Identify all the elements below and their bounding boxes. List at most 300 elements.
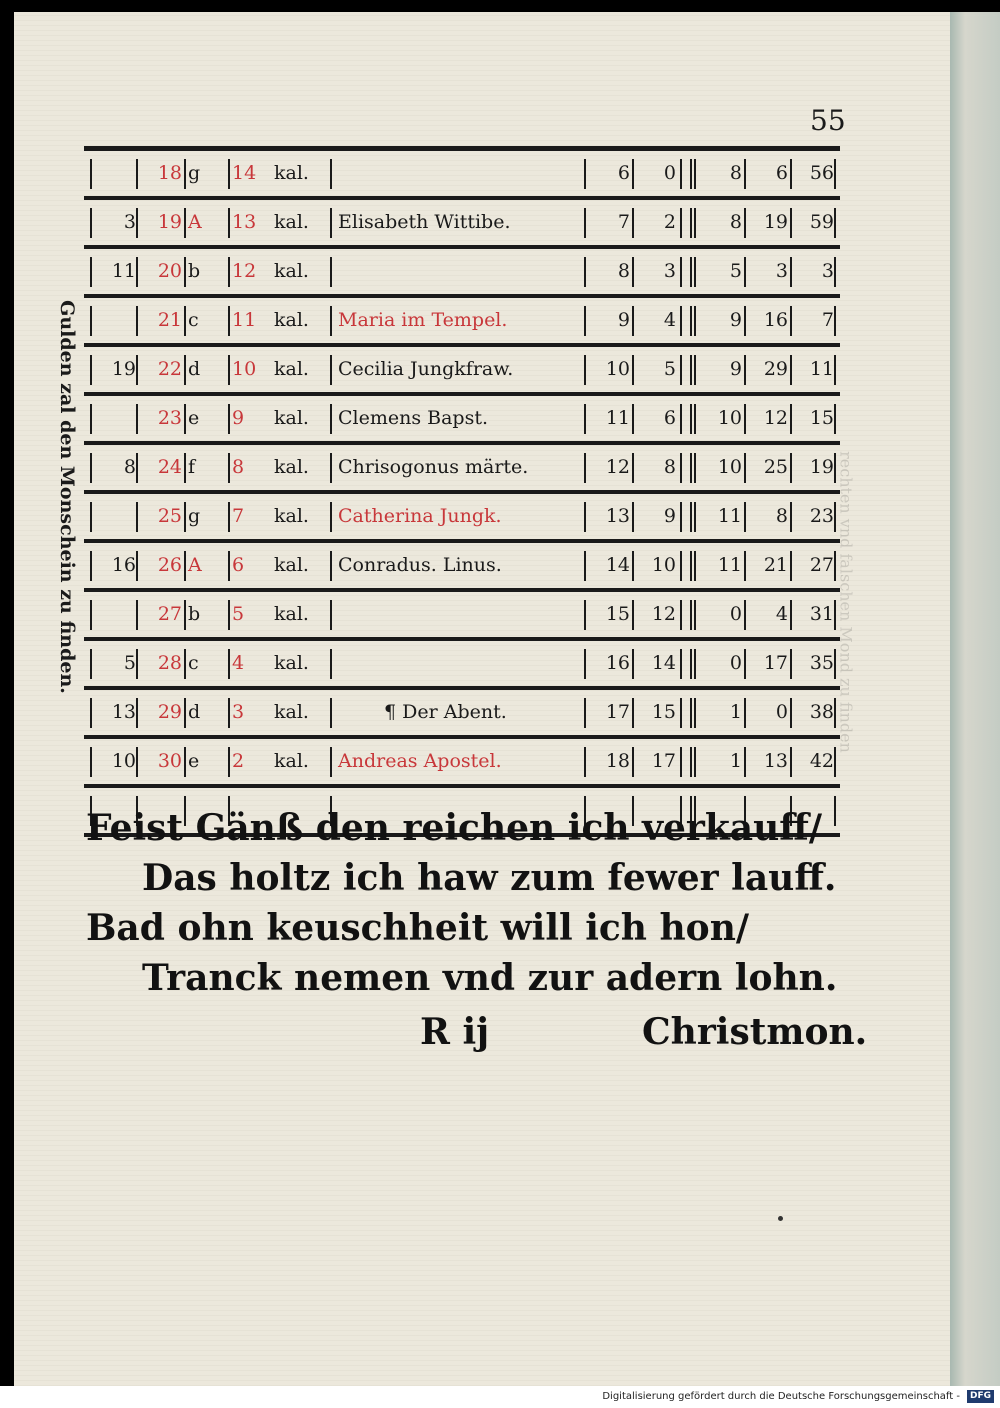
column-rule <box>330 208 332 238</box>
cell-n1: 15 <box>605 603 630 625</box>
column-rule <box>330 649 332 679</box>
column-rule <box>744 257 746 287</box>
cell-n2: 8 <box>663 456 676 478</box>
column-rule <box>584 502 586 532</box>
cell-n3 <box>684 445 694 490</box>
verse-line-4: Tranck nemen vnd zur adern lohn. <box>142 957 838 999</box>
cell-n3 <box>684 690 694 735</box>
cell-day: 22 <box>157 358 182 380</box>
column-rule <box>228 502 230 532</box>
cell-n2: 14 <box>651 652 676 674</box>
column-rule <box>834 600 836 630</box>
column-rule <box>834 208 836 238</box>
column-rule <box>694 306 696 336</box>
cell-kal: kal. <box>274 358 309 380</box>
column-rule <box>136 551 138 581</box>
cell-n3 <box>684 298 694 343</box>
column-rule <box>184 355 186 385</box>
cell-saint <box>338 592 582 637</box>
column-rule <box>584 208 586 238</box>
column-rule <box>694 159 696 189</box>
cell-n5: 16 <box>763 309 788 331</box>
column-rule <box>330 306 332 336</box>
column-rule <box>694 257 696 287</box>
cell-n6: 23 <box>809 505 834 527</box>
cell-kal-num: 13 <box>232 211 257 233</box>
cell-n4: 9 <box>729 358 742 380</box>
cell-n6: 56 <box>809 162 834 184</box>
column-rule <box>680 600 682 630</box>
cell-kal: kal. <box>274 603 309 625</box>
cell-n2: 2 <box>663 211 676 233</box>
cell-golden: 5 <box>123 652 136 674</box>
cell-golden: 8 <box>123 456 136 478</box>
cell-saint: Elisabeth Wittibe. <box>338 211 511 233</box>
cell-n2: 5 <box>663 358 676 380</box>
column-rule <box>584 355 586 385</box>
column-rule <box>136 453 138 483</box>
page-number: 55 <box>810 104 846 137</box>
column-rule <box>184 208 186 238</box>
column-rule <box>694 600 696 630</box>
column-rule <box>90 600 92 630</box>
cell-golden <box>98 151 136 196</box>
cell-saint <box>338 641 582 686</box>
column-rule <box>90 502 92 532</box>
calendar-row <box>84 543 840 592</box>
cell-letter: e <box>188 750 200 772</box>
cell-day: 25 <box>157 505 182 527</box>
column-rule <box>834 551 836 581</box>
column-rule <box>136 355 138 385</box>
cell-saint: Clemens Bapst. <box>338 407 489 429</box>
calendar-table <box>84 146 840 837</box>
column-rule <box>744 551 746 581</box>
column-rule <box>584 747 586 777</box>
column-rule <box>834 257 836 287</box>
column-rule <box>834 159 836 189</box>
cell-n5: 21 <box>763 554 788 576</box>
cell-n2: 6 <box>663 407 676 429</box>
side-note-text: Gulden zal den Monschein zu finden. <box>56 300 78 694</box>
column-rule <box>744 159 746 189</box>
cell-kal: kal. <box>274 260 309 282</box>
cell-kal: kal. <box>274 456 309 478</box>
column-rule <box>584 649 586 679</box>
column-rule <box>694 747 696 777</box>
cell-n3 <box>684 494 694 539</box>
column-rule <box>744 208 746 238</box>
calendar-row <box>84 592 840 641</box>
cell-letter: A <box>188 554 202 576</box>
cell-n5: 6 <box>775 162 788 184</box>
column-rule <box>228 600 230 630</box>
cell-day: 28 <box>157 652 182 674</box>
column-rule <box>90 747 92 777</box>
cell-day: 18 <box>157 162 182 184</box>
cell-n5: 19 <box>763 211 788 233</box>
column-rule <box>136 404 138 434</box>
cell-kal-num: 8 <box>232 456 245 478</box>
column-rule <box>680 355 682 385</box>
cell-n4: 1 <box>729 701 742 723</box>
column-rule <box>584 551 586 581</box>
column-rule <box>228 208 230 238</box>
cell-n1: 11 <box>605 407 630 429</box>
column-rule <box>136 208 138 238</box>
column-rule <box>184 551 186 581</box>
cell-n5: 12 <box>763 407 788 429</box>
column-rule <box>90 159 92 189</box>
cell-n1: 6 <box>617 162 630 184</box>
column-rule <box>834 698 836 728</box>
cell-kal-num: 7 <box>232 505 245 527</box>
cell-n5: 3 <box>775 260 788 282</box>
column-rule <box>136 306 138 336</box>
column-rule <box>136 257 138 287</box>
column-rule <box>584 600 586 630</box>
cell-kal: kal. <box>274 701 309 723</box>
column-rule <box>680 159 682 189</box>
column-rule <box>90 698 92 728</box>
cell-n6: 3 <box>821 260 834 282</box>
column-rule <box>136 747 138 777</box>
column-rule <box>744 404 746 434</box>
cell-saint <box>338 249 582 294</box>
cell-n6: 27 <box>809 554 834 576</box>
cell-n3 <box>684 592 694 637</box>
column-rule <box>136 698 138 728</box>
cell-kal: kal. <box>274 554 309 576</box>
page-edge <box>950 12 1000 1386</box>
cell-kal-num: 14 <box>232 162 257 184</box>
cell-n3 <box>684 347 694 392</box>
column-rule <box>584 306 586 336</box>
cell-n5: 8 <box>775 505 788 527</box>
column-rule <box>834 453 836 483</box>
column-rule <box>184 306 186 336</box>
calendar-row <box>84 494 840 543</box>
cell-kal-num: 3 <box>232 701 245 723</box>
footer-credit: Digitalisierung gefördert durch die Deutsche Forschungsgemeinschaft - <box>602 1391 960 1402</box>
column-rule <box>136 649 138 679</box>
column-rule <box>90 404 92 434</box>
column-rule <box>680 208 682 238</box>
calendar-row <box>84 249 840 298</box>
column-rule <box>680 453 682 483</box>
cell-n4: 11 <box>717 554 742 576</box>
cell-n3 <box>684 200 694 245</box>
column-rule <box>228 649 230 679</box>
cell-kal: kal. <box>274 750 309 772</box>
column-rule <box>330 257 332 287</box>
column-rule <box>744 306 746 336</box>
cell-kal: kal. <box>274 162 309 184</box>
cell-letter: g <box>188 505 201 527</box>
column-rule <box>228 159 230 189</box>
column-rule <box>330 698 332 728</box>
cell-kal: kal. <box>274 211 309 233</box>
cell-kal-num: 2 <box>232 750 245 772</box>
column-rule <box>184 159 186 189</box>
dfg-logo: DFG <box>967 1390 994 1403</box>
cell-kal-num: 6 <box>232 554 245 576</box>
cell-letter: b <box>188 260 201 282</box>
column-rule <box>694 649 696 679</box>
column-rule <box>184 502 186 532</box>
cell-n2: 10 <box>651 554 676 576</box>
column-rule <box>834 355 836 385</box>
column-rule <box>584 453 586 483</box>
cell-n4: 8 <box>729 162 742 184</box>
column-rule <box>680 698 682 728</box>
cell-day: 20 <box>157 260 182 282</box>
cell-n5: 29 <box>763 358 788 380</box>
column-rule <box>330 600 332 630</box>
cell-letter: e <box>188 407 200 429</box>
calendar-row <box>84 347 840 396</box>
column-rule <box>90 355 92 385</box>
cell-kal-num: 12 <box>232 260 257 282</box>
column-rule <box>184 404 186 434</box>
cell-day: 23 <box>157 407 182 429</box>
column-rule <box>584 404 586 434</box>
cell-n5: 4 <box>775 603 788 625</box>
column-rule <box>228 306 230 336</box>
column-rule <box>834 404 836 434</box>
cell-saint: Conradus. Linus. <box>338 554 502 576</box>
cell-kal: kal. <box>274 309 309 331</box>
cell-n6: 7 <box>821 309 834 331</box>
column-rule <box>330 453 332 483</box>
column-rule <box>90 257 92 287</box>
cell-kal-num: 9 <box>232 407 245 429</box>
cell-day: 30 <box>157 750 182 772</box>
calendar-row <box>84 151 840 200</box>
cell-letter: f <box>188 456 196 478</box>
column-rule <box>330 502 332 532</box>
cell-n1: 8 <box>617 260 630 282</box>
calendar-row <box>84 396 840 445</box>
cell-n4: 0 <box>729 652 742 674</box>
cell-letter: d <box>188 701 201 723</box>
cell-n3 <box>684 543 694 588</box>
cell-n5: 25 <box>763 456 788 478</box>
column-rule <box>228 747 230 777</box>
cell-kal: kal. <box>274 652 309 674</box>
column-rule <box>330 355 332 385</box>
cell-n1: 9 <box>617 309 630 331</box>
verse-line-1: Feist Gänß den reichen ich verkauff/ <box>86 807 822 849</box>
cell-n2: 4 <box>663 309 676 331</box>
column-rule <box>744 600 746 630</box>
cell-n1: 10 <box>605 358 630 380</box>
calendar-row <box>84 298 840 347</box>
cell-n5: 0 <box>775 701 788 723</box>
book-page <box>14 12 950 1386</box>
catchword: Christmon. <box>642 1011 868 1053</box>
cell-kal: kal. <box>274 505 309 527</box>
footer-bar <box>0 1386 1000 1408</box>
cell-n6: 42 <box>809 750 834 772</box>
calendar-row <box>84 641 840 690</box>
column-rule <box>90 208 92 238</box>
cell-golden <box>98 592 136 637</box>
cell-n6: 35 <box>809 652 834 674</box>
cell-n4: 10 <box>717 456 742 478</box>
cell-n1: 16 <box>605 652 630 674</box>
column-rule <box>680 649 682 679</box>
column-rule <box>330 747 332 777</box>
cell-n3 <box>684 641 694 686</box>
cell-golden: 11 <box>111 260 136 282</box>
cell-golden <box>98 494 136 539</box>
cell-saint <box>338 151 582 196</box>
column-rule <box>330 551 332 581</box>
column-rule <box>184 698 186 728</box>
column-rule <box>184 257 186 287</box>
cell-letter: b <box>188 603 201 625</box>
column-rule <box>330 404 332 434</box>
column-rule <box>136 159 138 189</box>
column-rule <box>744 698 746 728</box>
column-rule <box>744 502 746 532</box>
cell-n2: 12 <box>651 603 676 625</box>
cell-golden: 10 <box>111 750 136 772</box>
cell-golden: 16 <box>111 554 136 576</box>
cell-n3 <box>684 151 694 196</box>
column-rule <box>90 306 92 336</box>
column-rule <box>136 502 138 532</box>
column-rule <box>834 502 836 532</box>
cell-day: 29 <box>157 701 182 723</box>
cell-golden: 19 <box>111 358 136 380</box>
cell-n1: 18 <box>605 750 630 772</box>
column-rule <box>694 551 696 581</box>
cell-n1: 7 <box>617 211 630 233</box>
calendar-row <box>84 200 840 249</box>
column-rule <box>228 551 230 581</box>
column-rule <box>834 649 836 679</box>
cell-letter: c <box>188 309 199 331</box>
cell-n5: 13 <box>763 750 788 772</box>
column-rule <box>694 404 696 434</box>
cell-n4: 5 <box>729 260 742 282</box>
ink-speck <box>778 1216 783 1221</box>
column-rule <box>228 698 230 728</box>
column-rule <box>136 600 138 630</box>
column-rule <box>694 698 696 728</box>
column-rule <box>228 453 230 483</box>
column-rule <box>694 502 696 532</box>
column-rule <box>184 453 186 483</box>
cell-letter: d <box>188 358 201 380</box>
column-rule <box>834 796 836 826</box>
cell-kal: kal. <box>274 407 309 429</box>
cell-n3 <box>684 249 694 294</box>
cell-letter: c <box>188 652 199 674</box>
column-rule <box>680 747 682 777</box>
column-rule <box>744 355 746 385</box>
cell-letter: g <box>188 162 201 184</box>
cell-n4: 1 <box>729 750 742 772</box>
cell-saint: Andreas Apostel. <box>338 750 502 772</box>
cell-n2: 15 <box>651 701 676 723</box>
column-rule <box>680 551 682 581</box>
cell-golden <box>98 396 136 441</box>
column-rule <box>228 355 230 385</box>
column-rule <box>680 404 682 434</box>
verse-line-2: Das holtz ich haw zum fewer lauff. <box>142 857 837 899</box>
cell-n1: 12 <box>605 456 630 478</box>
cell-n4: 10 <box>717 407 742 429</box>
cell-n6: 11 <box>809 358 834 380</box>
cell-letter: A <box>188 211 202 233</box>
column-rule <box>834 747 836 777</box>
cell-n2: 3 <box>663 260 676 282</box>
calendar-row <box>84 690 840 739</box>
cell-day: 19 <box>157 211 182 233</box>
column-rule <box>584 257 586 287</box>
column-rule <box>90 453 92 483</box>
calendar-row <box>84 739 840 788</box>
cell-saint: Maria im Tempel. <box>338 309 508 331</box>
column-rule <box>184 747 186 777</box>
column-rule <box>680 502 682 532</box>
column-rule <box>184 649 186 679</box>
cell-saint: ¶ Der Abent. <box>384 701 507 723</box>
verse-line-3: Bad ohn keuschheit will ich hon/ <box>86 907 750 949</box>
cell-n2: 0 <box>663 162 676 184</box>
column-rule <box>694 453 696 483</box>
calendar-row <box>84 445 840 494</box>
cell-golden: 3 <box>123 211 136 233</box>
cell-n6: 31 <box>809 603 834 625</box>
cell-n4: 0 <box>729 603 742 625</box>
column-rule <box>834 306 836 336</box>
cell-n1: 17 <box>605 701 630 723</box>
cell-saint: Chrisogonus märte. <box>338 456 529 478</box>
side-note <box>54 272 80 722</box>
cell-n6: 19 <box>809 456 834 478</box>
cell-day: 26 <box>157 554 182 576</box>
column-rule <box>744 747 746 777</box>
column-rule <box>90 649 92 679</box>
signature-mark: R ij <box>420 1011 490 1053</box>
column-rule <box>694 355 696 385</box>
cell-n2: 9 <box>663 505 676 527</box>
cell-n2: 17 <box>651 750 676 772</box>
cell-n3 <box>684 396 694 441</box>
column-rule <box>694 208 696 238</box>
cell-n4: 9 <box>729 309 742 331</box>
cell-kal-num: 10 <box>232 358 257 380</box>
column-rule <box>680 257 682 287</box>
cell-n3 <box>684 739 694 784</box>
column-rule <box>680 306 682 336</box>
cell-n4: 11 <box>717 505 742 527</box>
cell-n5: 17 <box>763 652 788 674</box>
cell-n6: 59 <box>809 211 834 233</box>
column-rule <box>228 257 230 287</box>
column-rule <box>330 159 332 189</box>
cell-golden <box>98 298 136 343</box>
cell-n4: 8 <box>729 211 742 233</box>
cell-golden: 13 <box>111 701 136 723</box>
column-rule <box>90 551 92 581</box>
cell-day: 24 <box>157 456 182 478</box>
column-rule <box>744 649 746 679</box>
